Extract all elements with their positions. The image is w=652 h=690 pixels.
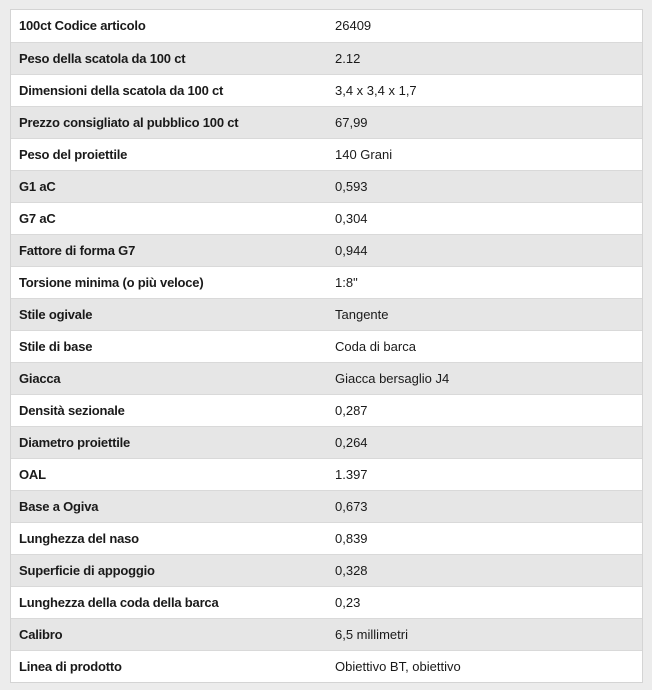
row-value: 26409 xyxy=(327,10,642,42)
spec-table xyxy=(11,10,642,682)
row-value: 6,5 millimetri xyxy=(327,618,642,650)
row-value: Giacca bersaglio J4 xyxy=(327,362,642,394)
row-value: 0,593 xyxy=(327,170,642,202)
row-value: 0,264 xyxy=(327,426,642,458)
table-row xyxy=(11,362,642,394)
table-row xyxy=(11,10,642,42)
row-label: Lunghezza del naso xyxy=(11,522,327,554)
row-value: 0,328 xyxy=(327,554,642,586)
row-label: Calibro xyxy=(11,618,327,650)
table-row xyxy=(11,554,642,586)
row-label: Peso della scatola da 100 ct xyxy=(11,42,327,74)
row-value: Tangente xyxy=(327,298,642,330)
row-value: 140 Grani xyxy=(327,138,642,170)
table-row xyxy=(11,394,642,426)
row-label: Torsione minima (o più veloce) xyxy=(11,266,327,298)
table-row xyxy=(11,170,642,202)
table-row xyxy=(11,42,642,74)
table-row xyxy=(11,522,642,554)
table-row xyxy=(11,618,642,650)
row-value: 1:8" xyxy=(327,266,642,298)
table-row xyxy=(11,458,642,490)
row-label: Prezzo consigliato al pubblico 100 ct xyxy=(11,106,327,138)
table-row xyxy=(11,138,642,170)
row-value: 0,304 xyxy=(327,202,642,234)
row-value: 0,23 xyxy=(327,586,642,618)
row-label: OAL xyxy=(11,458,327,490)
row-label: Base a Ogiva xyxy=(11,490,327,522)
table-row xyxy=(11,586,642,618)
row-value: 0,673 xyxy=(327,490,642,522)
row-value: 0,839 xyxy=(327,522,642,554)
table-row xyxy=(11,106,642,138)
row-label: Diametro proiettile xyxy=(11,426,327,458)
row-label: Lunghezza della coda della barca xyxy=(11,586,327,618)
row-value: 2.12 xyxy=(327,42,642,74)
row-value: 0,287 xyxy=(327,394,642,426)
row-label: Fattore di forma G7 xyxy=(11,234,327,266)
row-label: Stile di base xyxy=(11,330,327,362)
row-label: Densità sezionale xyxy=(11,394,327,426)
row-value: 67,99 xyxy=(327,106,642,138)
row-label: 100ct Codice articolo xyxy=(11,10,327,42)
table-row xyxy=(11,426,642,458)
row-value: 3,4 x 3,4 x 1,7 xyxy=(327,74,642,106)
row-value: 0,944 xyxy=(327,234,642,266)
row-label: Linea di prodotto xyxy=(19,658,122,674)
spec-table-container xyxy=(10,9,643,683)
row-label: Stile ogivale xyxy=(11,298,327,330)
table-row xyxy=(11,202,642,234)
table-row xyxy=(11,330,642,362)
table-row xyxy=(11,266,642,298)
table-row xyxy=(11,650,642,682)
row-label: G7 aC xyxy=(11,202,327,234)
table-row xyxy=(11,490,642,522)
row-label: G1 aC xyxy=(11,170,327,202)
row-value: 1.397 xyxy=(327,458,642,490)
table-row xyxy=(11,74,642,106)
table-row xyxy=(11,234,642,266)
row-label: Peso del proiettile xyxy=(11,138,327,170)
row-label: Giacca xyxy=(11,362,327,394)
row-label: Superficie di appoggio xyxy=(11,554,327,586)
row-value: Coda di barca xyxy=(327,330,642,362)
table-row xyxy=(11,298,642,330)
row-value: Obiettivo BT, obiettivo xyxy=(335,658,461,674)
row-label: Dimensioni della scatola da 100 ct xyxy=(11,74,327,106)
